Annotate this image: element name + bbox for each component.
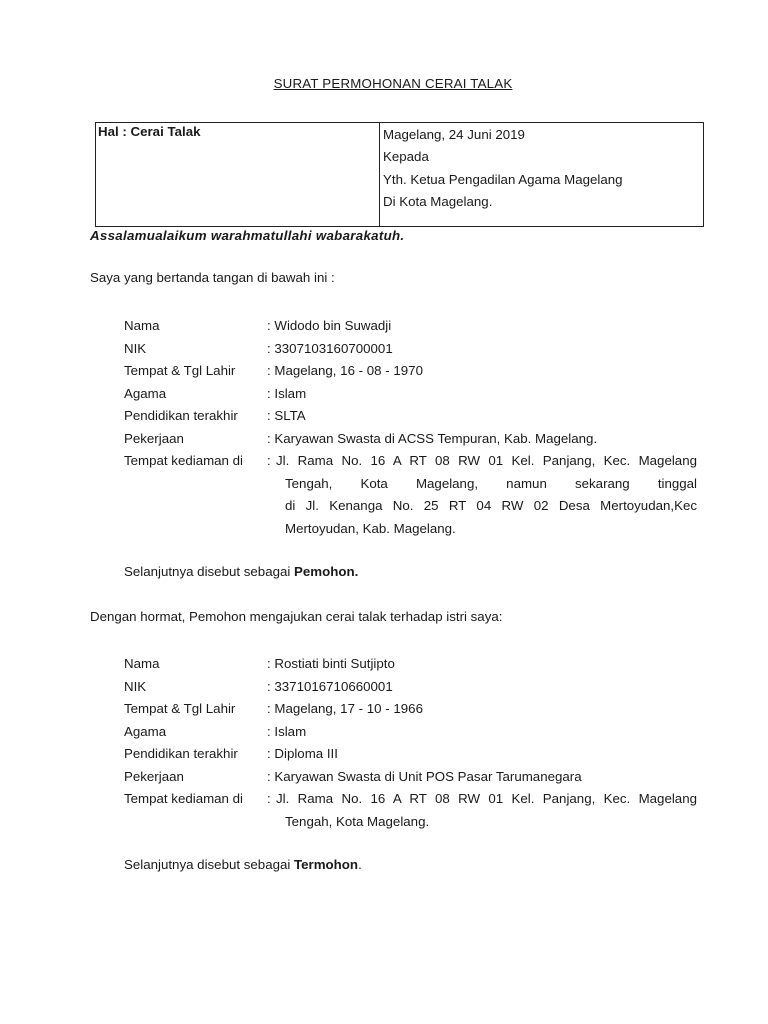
applicant-kediaman-line: Mertoyudan, Kab. Magelang. [285,520,456,536]
subject-text: Hal : Cerai Talak [98,124,201,139]
applicant-pekerjaan: : Karyawan Swasta di ACSS Tempuran, Kab. Magelang. [267,430,598,446]
label-nik: NIK [124,678,147,694]
respondent-row-pendidikan [124,743,697,766]
respondent-kediaman [276,788,697,833]
applicant-pendidikan: : SLTA [267,408,306,423]
label-ttl: Tempat & Tgl Lahir [124,701,236,716]
respondent-row-kediaman [124,788,697,833]
label-kediaman: Tempat kediaman di [124,453,243,468]
applicant-row-nama [124,315,697,338]
applicant-kediaman-line: di Jl. Kenanga No. 25 RT 04 RW 02 Desa Mertoyudan,Kec [285,498,697,513]
label-pendidikan: Pendidikan terakhir [124,746,238,761]
label-nik: NIK [124,340,147,356]
respondent-row-ttl [124,698,697,721]
applicant-details [124,315,697,540]
label-pekerjaan: Pekerjaan [124,768,184,784]
respondent-pendidikan: : Diploma III [267,746,338,761]
addressee-location: Di Kota Magelang. [383,194,493,210]
intro-paragraph: Saya yang bertanda tangan di bawah ini : [90,270,335,285]
addressee: Yth. Ketua Pengadilan Agama Magelang [383,171,623,187]
respondent-row-nik [124,676,697,699]
respondent-nama: : Rostiati binti Sutjipto [267,656,395,671]
respondent-details [124,653,697,833]
applicant-row-agama [124,383,697,406]
respondent-closing-suffix: . [358,857,362,872]
label-agama: Agama [124,723,167,739]
applicant-closing-prefix: Selanjutnya disebut sebagai [124,564,295,579]
kediaman-colon: : [267,791,271,806]
respondent-row-pekerjaan [124,766,697,789]
subject-cell [96,123,380,226]
label-kediaman: Tempat kediaman di [124,791,243,806]
applicant-nama: : Widodo bin Suwadji [267,318,392,333]
applicant-row-pendidikan [124,405,697,428]
statement-paragraph: Dengan hormat, Pemohon mengajukan cerai talak terhadap istri saya: [90,609,503,624]
greeting: Assalamualaikum warahmatullahi wabarakatuh. [90,228,405,243]
label-nama: Nama [124,318,160,333]
applicant-nik: : 3307103160700001 [267,340,393,356]
label-pekerjaan: Pekerjaan [124,430,184,446]
applicant-row-kediaman [124,450,697,540]
respondent-ttl: : Magelang, 17 - 10 - 1966 [267,701,423,716]
label-agama: Agama [124,385,167,401]
label-pendidikan: Pendidikan terakhir [124,408,238,423]
respondent-closing [124,857,362,872]
applicant-agama: : Islam [267,385,307,401]
respondent-kediaman-line: Tengah, Kota Magelang. [285,813,430,829]
respondent-role: Termohon [294,857,359,872]
applicant-ttl: : Magelang, 16 - 08 - 1970 [267,363,423,378]
applicant-role: Pemohon. [294,564,359,579]
applicant-row-pekerjaan [124,428,697,451]
applicant-kediaman-line: Jl. Rama No. 16 A RT 08 RW 01 Kel. Panjang, Kec. Magelang [276,453,697,468]
applicant-kediaman [276,450,697,540]
respondent-nik: : 3371016710660001 [267,678,393,694]
address-cell [381,123,703,228]
date-place: Magelang, 24 Juni 2019 [383,127,525,142]
document-title: SURAT PERMOHONAN CERAI TALAK [273,76,513,91]
label-ttl: Tempat & Tgl Lahir [124,363,236,378]
respondent-row-nama [124,653,697,676]
applicant-kediaman-line: Tengah, Kota Magelang, namun sekarang tinggal [285,475,697,491]
respondent-pekerjaan: : Karyawan Swasta di Unit POS Pasar Tarumanegara [267,768,582,784]
applicant-row-ttl [124,360,697,383]
respondent-closing-prefix: Selanjutnya disebut sebagai [124,857,295,872]
respondent-agama: : Islam [267,723,307,739]
label-nama: Nama [124,656,160,671]
respondent-row-agama [124,721,697,744]
applicant-row-nik [124,338,697,361]
header-table [95,122,704,227]
respondent-kediaman-line: Jl. Rama No. 16 A RT 08 RW 01 Kel. Panjang, Kec. Magelang [276,791,697,806]
to-label: Kepada [383,149,429,165]
kediaman-colon: : [267,453,271,468]
applicant-closing [124,564,358,579]
